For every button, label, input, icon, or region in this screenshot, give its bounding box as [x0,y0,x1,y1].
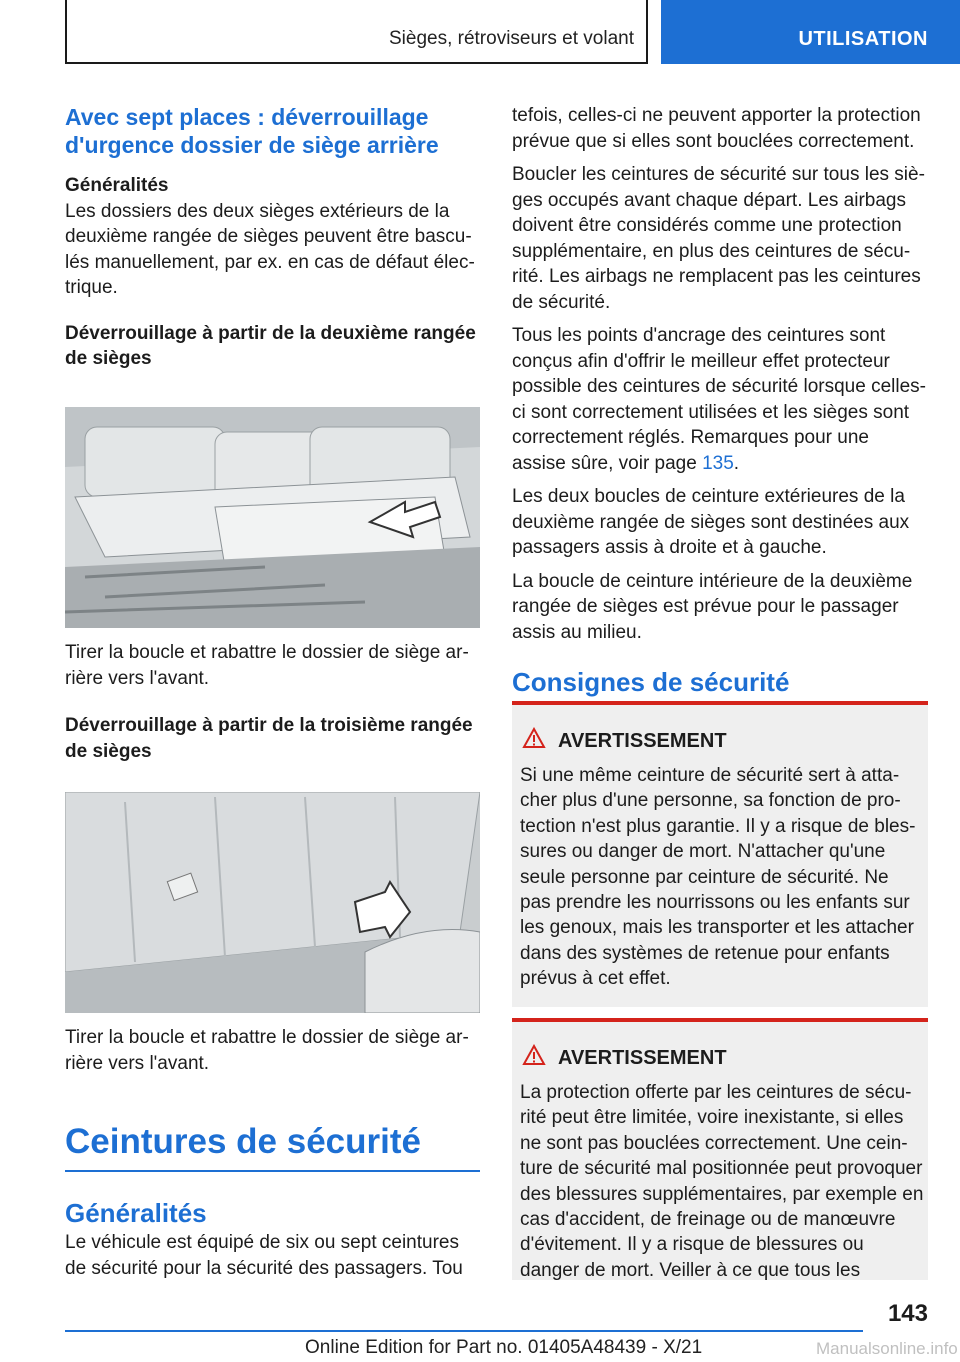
seat-illustration-back [65,792,480,1013]
right-paragraph-5: La boucle de ceinture intérieure de la deuxième rangée de sièges est prévue pour le passager assis au milieu. [512,570,913,643]
heading-seven-seats: Avec sept places : déverrouillage d'urgence dossier de siège arrière [65,104,439,158]
caption-row3: Tirer la boucle et rabattre le dossier de siège arrière vers l'avant. [65,1027,469,1074]
footer-watermark: Manualsonline.info [816,1339,958,1358]
left-column-bottom [65,1025,480,1281]
page-link-135[interactable]: 135 [702,452,734,474]
heading-consignes: Consignes de sécurité [512,667,790,697]
footer-edition: Online Edition for Part no. 01405A48439 - X/21 [305,1337,703,1358]
seat-illustration [65,407,480,628]
warning-title-2: AVERTISSEMENT [558,1047,727,1069]
right-paragraph-2: Boucler les ceintures de sécurité sur tous les sièges occupés avant chaque départ. Les airbags doivent être considérés comme une protection supplémentaire, en plus des ceintures de sécurité. Les airbags ne remplacent pas les ceintures de sécurité. [512,164,925,313]
left-column-top [65,103,480,372]
warning-box-1 [512,701,928,1007]
page-number: 143 [887,1300,928,1327]
warning-title-1: AVERTISSEMENT [558,730,727,752]
generalites-text: Les dossiers des deux sièges extérieurs de la deuxième rangée de sièges peuvent être basculés manuellement, par ex. en cas de défaut électrique. [65,200,475,298]
right-paragraph-3-end: . [733,452,740,474]
heading-ceintures: Ceintures de sécurité [65,1122,421,1161]
warning-text-1: Si une même ceinture de sécurité sert à attacher plus d'une personne, sa fonction de protection n'est plus garantie. Il y a risque de blessures ou danger de mort. N'attacher qu'une seule personne par ceinture de sécurité. Ne pas prendre les nourrissons ou les enfants sur les genoux, mais les transporter et les attacher dans des systèmes de retenue pour enfants prévus à cet effet. [520,765,916,990]
warning-triangle-icon [522,1044,546,1066]
heading-generalites-ceintures: Généralités [65,1198,207,1228]
header-section-box [65,0,648,64]
header-chapter-tab[interactable] [661,0,960,64]
photo-third-row-seats [65,792,480,1013]
photo-second-row-seats [65,407,480,628]
heading-rule [65,1170,480,1172]
left-column-mid [65,640,480,764]
warning-box-2 [512,1018,928,1280]
caption-row2: Tirer la boucle et rabattre le dossier de siège arrière vers l'avant. [65,642,469,689]
warning-text-2: La protection offerte par les ceintures de sécurité peut être limitée, voire inexistante, si elles ne sont pas bouclées correctement. Une ceinture de sécurité mal positionnée peut provoquer des blessures supplémentaires, par exemple en cas d'accident, de freinage ou de manœuvre d'évitement. Il y a risque de blessures ou danger de mort. Veiller à ce que tous les [520,1082,924,1280]
footer-rule [65,1330,863,1332]
right-paragraph-3-text: Tous les points d'ancrage des ceintures sont conçus afin d'offrir le meilleur effet protecteur possible des ceintures de sécurité lorsque celles-ci sont correctement utilisées et les sièges sont correctement réglés. Remarques pour une assise sûre, voir page [512,325,926,474]
subheading-row2: Déverrouillage à partir de la deuxième rangée de sièges [65,322,476,369]
chapter-title: UTILISATION [798,28,928,50]
section-title: Sièges, rétroviseurs et volant [388,28,634,49]
ceintures-generalites-text: Le véhicule est équipé de six ou sept ceintures de sécurité pour la sécurité des passagers. Tou [65,1232,463,1279]
subheading-generalites: Généralités [65,175,169,196]
right-paragraph-4: Les deux boucles de ceinture extérieures de la deuxième rangée de sièges sont destinées aux passagers assis à droite et à gauche. [512,486,910,558]
warning-triangle-icon [522,727,546,749]
right-column [512,103,928,697]
subheading-row3: Déverrouillage à partir de la troisième rangée de sièges [65,715,473,762]
right-paragraph-1: tefois, celles-ci ne peuvent apporter la protection prévue que si elles sont bouclées correctement. [512,105,921,152]
right-paragraph-3 [512,323,928,476]
